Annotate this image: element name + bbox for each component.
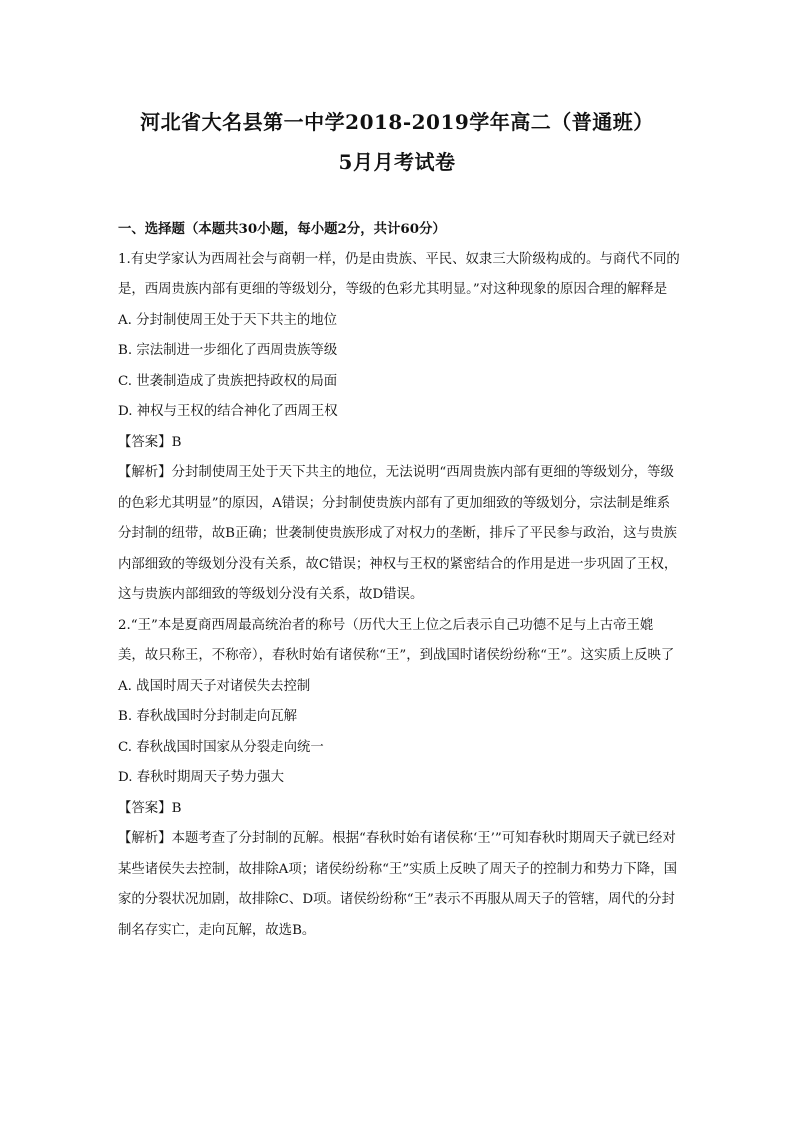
section-title: 一、选择题（本题共30小题，每小题2分，共计60分） xyxy=(118,221,446,237)
answer-label: 【答案】 xyxy=(118,434,172,450)
question-2-option-c: C. 春秋战国时国家从分裂走向统一 xyxy=(118,739,324,755)
document-title-line1: 河北省大名县第一中学2018-2019学年高二（普通班） xyxy=(140,110,654,134)
document-title-line2: 5月月考试卷 xyxy=(338,150,456,174)
question-2-option-d: D. 春秋时期周天子势力强大 xyxy=(118,770,285,785)
answer-value: B xyxy=(171,434,182,450)
question-1-option-d: D. 神权与王权的结合神化了西周王权 xyxy=(118,404,338,419)
question-1-stem: 1.有史学家认为西周社会与商朝一样，仍是由贵族、平民、奴隶三大阶级构成的。与商代不同的是，西周贵族内部有更细的等级划分，等级的色彩尤其明显。”对这种现象的原因合理的解释是 xyxy=(118,251,680,297)
analysis-text: 本题考查了分封制的瓦解。根据“春秋时始有诸侯称‘王’”可知春秋时期周天子就已经对某些诸侯失去控制，故排除A项；诸侯纷纷称“王”实质上反映了周天子的控制力和势力下降，国家的分裂状况加剧，故排除C、D项。诸侯纷纷称“王”表示不再服从周天子的管辖，周代的分封制名存实亡，走向瓦解，故选B。 xyxy=(118,831,677,938)
document-body xyxy=(118,214,680,946)
answer-value: B xyxy=(171,800,182,816)
question-2-option-a: A. 战国时周天子对诸侯失去控制 xyxy=(118,678,311,694)
question-1-option-a: A. 分封制使周王处于天下共主的地位 xyxy=(118,312,338,328)
question-2-analysis xyxy=(118,824,680,946)
question-2-option-b: B. 春秋战国时分封制走向瓦解 xyxy=(118,709,298,724)
question-2-stem: 2.“王”本是夏商西周最高统治者的称号（历代大王上位之后表示自己功德不足与上古帝王媲美，故只称王，不称帝），春秋时始有诸侯称“王”，到战国时诸侯纷纷称“王”。这实质上反映了 xyxy=(118,617,675,663)
question-2-answer xyxy=(118,794,680,825)
question-1-option-c: C. 世袭制造成了贵族把持政权的局面 xyxy=(118,373,338,389)
answer-label: 【答案】 xyxy=(118,800,172,816)
analysis-text: 分封制使周王处于天下共主的地位，无法说明“西周贵族内部有更细的等级划分，等级的色彩尤其明显”的原因，A错误；分封制使贵族内部有了更加细致的等级划分，宗法制是维系分封制的纽带，故B正确；世袭制使贵族形成了对权力的垄断，排斥了平民参与政治，这与贵族内部细致的等级划分没有关系，故C错误；神权与王权的紧密结合的作用是进一步巩固了王权，这与贵族内部细致的等级划分没有关系，故D错误。 xyxy=(118,465,678,602)
analysis-label: 【解析】 xyxy=(118,465,172,480)
question-1-analysis xyxy=(118,458,680,611)
analysis-label: 【解析】 xyxy=(118,831,172,846)
question-1-option-b: B. 宗法制进一步细化了西周贵族等级 xyxy=(118,343,338,358)
question-1-answer xyxy=(118,428,680,459)
